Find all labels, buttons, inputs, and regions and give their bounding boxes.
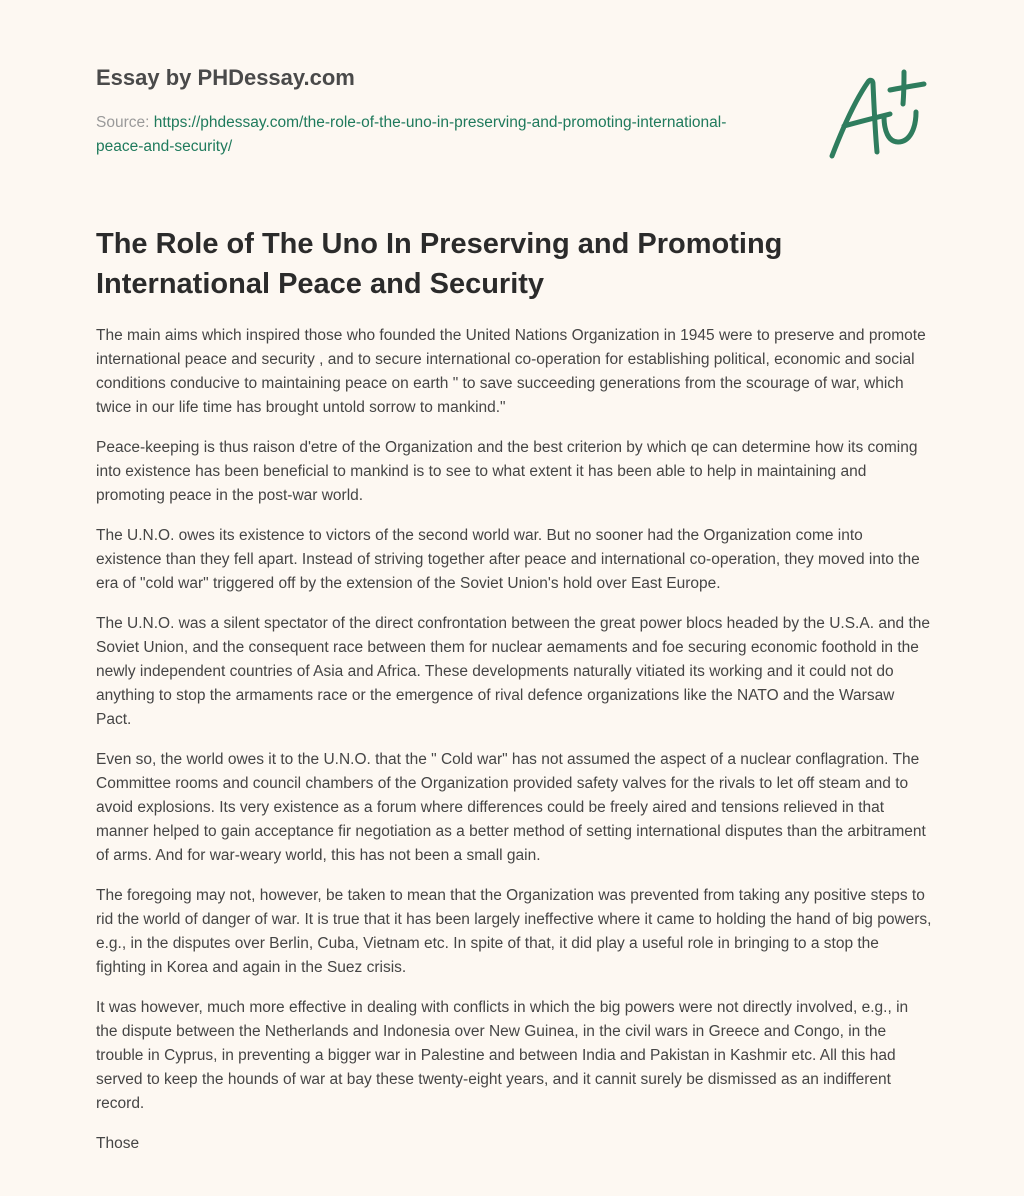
essay-paragraph: The main aims which inspired those who founded the United Nations Organization in 1945 were to preserve and promote international peace and security , and to secure international co-operation for establishing political, economic and social conditions conducive to maintaining peace on earth " to save succeeding generations from the scourage of war, which twice in our life time has brought untold sorrow to mankind.": [96, 327, 926, 416]
essay-page: [96, 0, 932, 1196]
a-plus-grade-icon: [824, 68, 928, 164]
source-link[interactable]: https://phdessay.com/the-role-of-the-uno-in-preserving-and-promoting-international-peace-and-security/: [96, 114, 727, 155]
essay-paragraph: The U.N.O. owes its existence to victors of the second world war. But no sooner had the Organization come into existence than they fell apart. Instead of striving together after peace and international co-operation, they moved into the era of "cold war" triggered off by the extension of the Soviet Union's hold over East Europe.: [96, 527, 920, 592]
source-line: [96, 111, 736, 159]
essay-paragraph: Peace-keeping is thus raison d'etre of the Organization and the best criterion by which qe can determine how its coming into existence has been beneficial to mankind is to see to what extent it has been able to help in maintaining and promoting peace in the post-war world.: [96, 439, 918, 504]
essay-paragraph: The foregoing may not, however, be taken to mean that the Organization was prevented from taking any positive steps to rid the world of danger of war. It is true that it has been largely ineffective where it came to holding the hand of big powers, e.g., in the disputes over Berlin, Cuba, Vietnam etc. In spite of that, it did play a useful role in bringing to a stop the fighting in Korea and again in the Suez crisis.: [96, 887, 932, 976]
source-label: Source:: [96, 114, 154, 131]
essay-paragraph-truncated: Those: [96, 1135, 140, 1152]
essay-paragraph: Even so, the world owes it to the U.N.O. that the " Cold war" has not assumed the aspect of a nuclear conflagration. The Committee rooms and council chambers of the Organization provided safety valves for the rivals to let off steam and to avoid explosions. Its very existence as a forum where differences could be freely aired and tensions relieved in that manner helped to gain acceptance fir negotiation as a better method of setting international disputes than the arbitrament of arms. And for war-weary world, this has not been a small gain.: [96, 751, 926, 864]
essay-paragraph: It was however, much more effective in dealing with conflicts in which the big powers were not directly involved, e.g., in the dispute between the Netherlands and Indonesia over New Guinea, in the civil wars in Greece and Congo, in the trouble in Cyprus, in preventing a bigger war in Palestine and between India and Pakistan in Kashmir etc. All this had served to keep the hounds of war at bay these twenty-eight years, and it cannit surely be dismissed as an indifferent record.: [96, 999, 909, 1112]
site-brand: Essay by PHDessay.com: [96, 65, 355, 90]
essay-body: [96, 324, 932, 1172]
essay-title: The Role of The Uno In Preserving and Promoting International Peace and Security: [96, 228, 783, 300]
essay-paragraph: The U.N.O. was a silent spectator of the direct confrontation between the great power blocs headed by the U.S.A. and the Soviet Union, and the consequent race between them for nuclear aemaments and foe securing economic foothold in the newly independent countries of Asia and Africa. These developments naturally vitiated its working and it could not do anything to stop the armaments race or the emergence of rival defence organizations like the NATO and the Warsaw Pact.: [96, 615, 931, 728]
